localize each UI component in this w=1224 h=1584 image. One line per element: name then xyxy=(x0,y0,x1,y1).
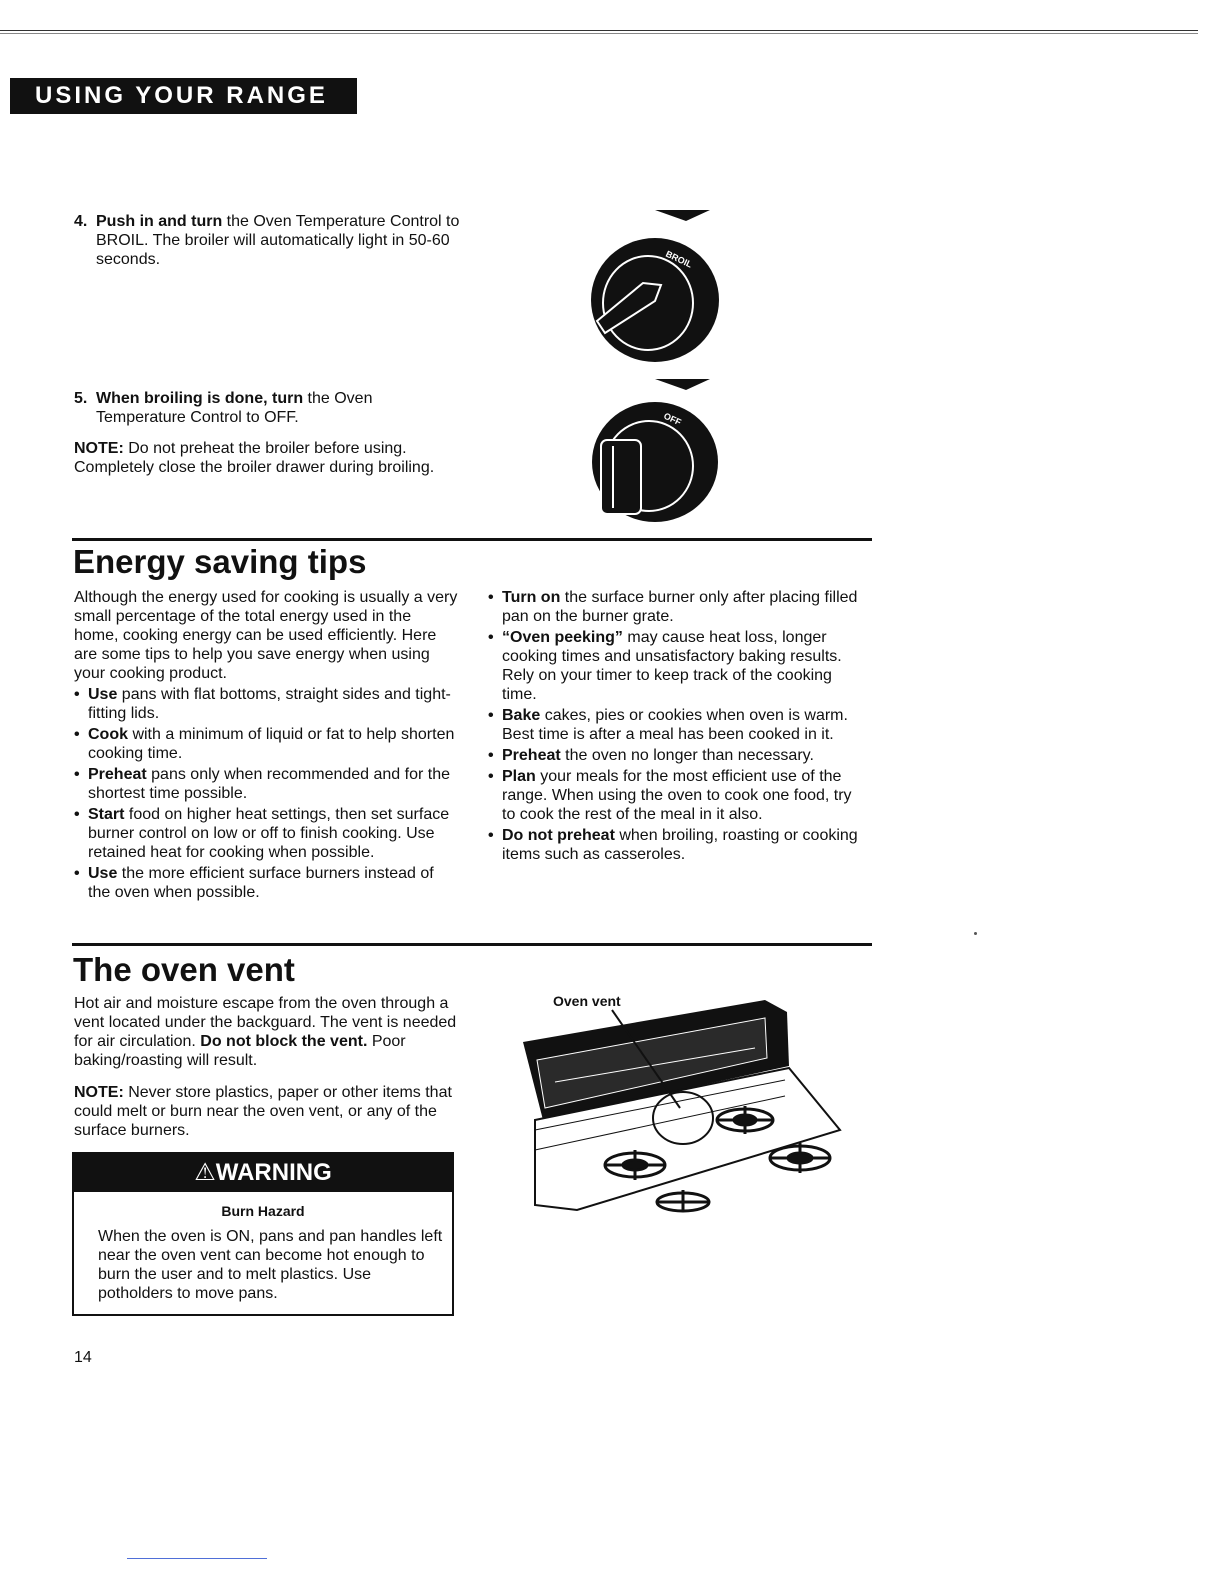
step-5 xyxy=(74,389,464,427)
note-text: Never store plastics, paper or other items that could melt or burn near the oven vent, or any of the surface burners. xyxy=(74,1084,452,1139)
note-text: Do not preheat the broiler before using. Completely close the broiler drawer during broiling. xyxy=(74,440,435,476)
tip-lead: Use xyxy=(88,686,118,703)
footer-line xyxy=(127,1558,267,1559)
knob-label-broil: BROIL xyxy=(664,248,694,270)
top-rule xyxy=(0,30,1198,31)
tip-lead: Turn on xyxy=(502,589,561,606)
vent-title: The oven vent xyxy=(73,951,295,988)
tip-text: pans with flat bottoms, straight sides and tight-fitting lids. xyxy=(88,686,451,722)
list-item xyxy=(74,864,459,902)
section-rule xyxy=(72,538,872,541)
tip-text: cakes, pies or cookies when oven is warm. Best time is after a meal has been cooked in it. xyxy=(502,707,848,743)
tip-lead: Bake xyxy=(502,707,541,724)
warning-header xyxy=(74,1154,452,1192)
vent-description xyxy=(74,994,459,1070)
tip-lead: Use xyxy=(88,865,118,882)
warning-box xyxy=(72,1152,454,1316)
vent-warning-text: Do not block the vent. xyxy=(200,1033,368,1050)
list-item xyxy=(488,746,860,765)
step-number: 4. xyxy=(74,213,88,230)
energy-right-column xyxy=(488,588,860,866)
warning-subheading: Burn Hazard xyxy=(221,1203,305,1219)
off-knob-illustration xyxy=(585,374,730,524)
energy-left-column xyxy=(74,588,459,904)
tip-text: the surface burner only after placing filled pan on the burner grate. xyxy=(502,589,858,625)
energy-intro: Although the energy used for cooking is usually a very small percentage of the total energy used in the home, cooking energy can be used efficiently. Here are some tips to help you save energy when using your cooking product. xyxy=(74,589,458,682)
tip-lead: Do not preheat xyxy=(502,827,615,844)
tip-lead: Plan xyxy=(502,768,536,785)
warning-text: When the oven is ON, pans and pan handles left near the oven vent can become hot enough to burn the user and to melt plastics. Use potholders to move pans. xyxy=(98,1228,443,1302)
print-speck xyxy=(974,932,977,935)
list-item xyxy=(488,628,860,704)
vent-text: Poor baking/roasting will result. xyxy=(74,1033,406,1069)
vent-note xyxy=(74,1083,459,1140)
tip-text: with a minimum of liquid or fat to help shorten cooking time. xyxy=(88,726,455,762)
list-item xyxy=(74,725,459,763)
arrow-indicator-icon xyxy=(655,210,710,221)
broil-knob-illustration xyxy=(585,205,730,365)
list-item xyxy=(488,706,860,744)
note-label: NOTE: xyxy=(74,440,124,457)
knob-label-off: OFF xyxy=(662,410,683,428)
broil-note xyxy=(74,439,464,477)
list-item xyxy=(74,765,459,803)
list-item xyxy=(74,805,459,862)
section-rule xyxy=(72,943,872,946)
note-label: NOTE: xyxy=(74,1084,124,1101)
list-item xyxy=(488,767,860,824)
oven-vent-label: Oven vent xyxy=(553,993,621,1009)
step-text: the Oven Temperature Control to BROIL. The broiler will automatically light in 50-60 seconds. xyxy=(96,213,460,268)
top-rule-thin xyxy=(0,33,1198,34)
section-banner: USING YOUR RANGE xyxy=(10,78,357,114)
tip-text: the oven no longer than necessary. xyxy=(560,747,814,764)
list-item xyxy=(488,826,860,864)
warning-heading: WARNING xyxy=(215,1159,332,1186)
list-item xyxy=(488,588,860,626)
warning-triangle-icon: ⚠ xyxy=(194,1159,216,1186)
tip-lead: Start xyxy=(88,806,125,823)
tip-text: your meals for the most efficient use of the range. When using the oven to cook one food, try to cook the rest of the meal in it also. xyxy=(502,768,852,823)
step-4 xyxy=(74,212,464,269)
tip-text: food on higher heat settings, then set surface burner control on low or off to finish cooking. Use retained heat for cooking when possible. xyxy=(88,806,450,861)
energy-tips-left xyxy=(74,685,459,902)
tip-text: when broiling, roasting or cooking items such as casseroles. xyxy=(502,827,858,863)
step-lead: When broiling is done, turn xyxy=(96,390,304,407)
range-top-illustration xyxy=(515,990,850,1215)
tip-lead: Cook xyxy=(88,726,128,743)
energy-title: Energy saving tips xyxy=(73,543,367,580)
tip-lead: Preheat xyxy=(88,766,147,783)
energy-tips-right xyxy=(488,588,860,864)
page-number: 14 xyxy=(74,1349,92,1366)
step-lead: Push in and turn xyxy=(96,213,223,230)
step-text: the Oven Temperature Control to OFF. xyxy=(96,390,373,426)
tip-text: pans only when recommended and for the shortest time possible. xyxy=(88,766,450,802)
list-item xyxy=(74,685,459,723)
arrow-indicator-icon xyxy=(655,379,710,390)
tip-lead: Preheat xyxy=(502,747,561,764)
step-number: 5. xyxy=(74,390,88,407)
burner-grate-icon xyxy=(657,1190,709,1212)
tip-text: the more efficient surface burners instead of the oven when possible. xyxy=(88,865,434,901)
tip-text: may cause heat loss, longer cooking times and unsatisfactory baking results. Rely on your timer to keep track of the cooking time. xyxy=(502,629,842,703)
tip-lead: “Oven peeking” xyxy=(502,629,623,646)
vent-text: Hot air and moisture escape from the oven through a vent located under the backguard. The vent is needed for air circulation. xyxy=(74,995,457,1050)
